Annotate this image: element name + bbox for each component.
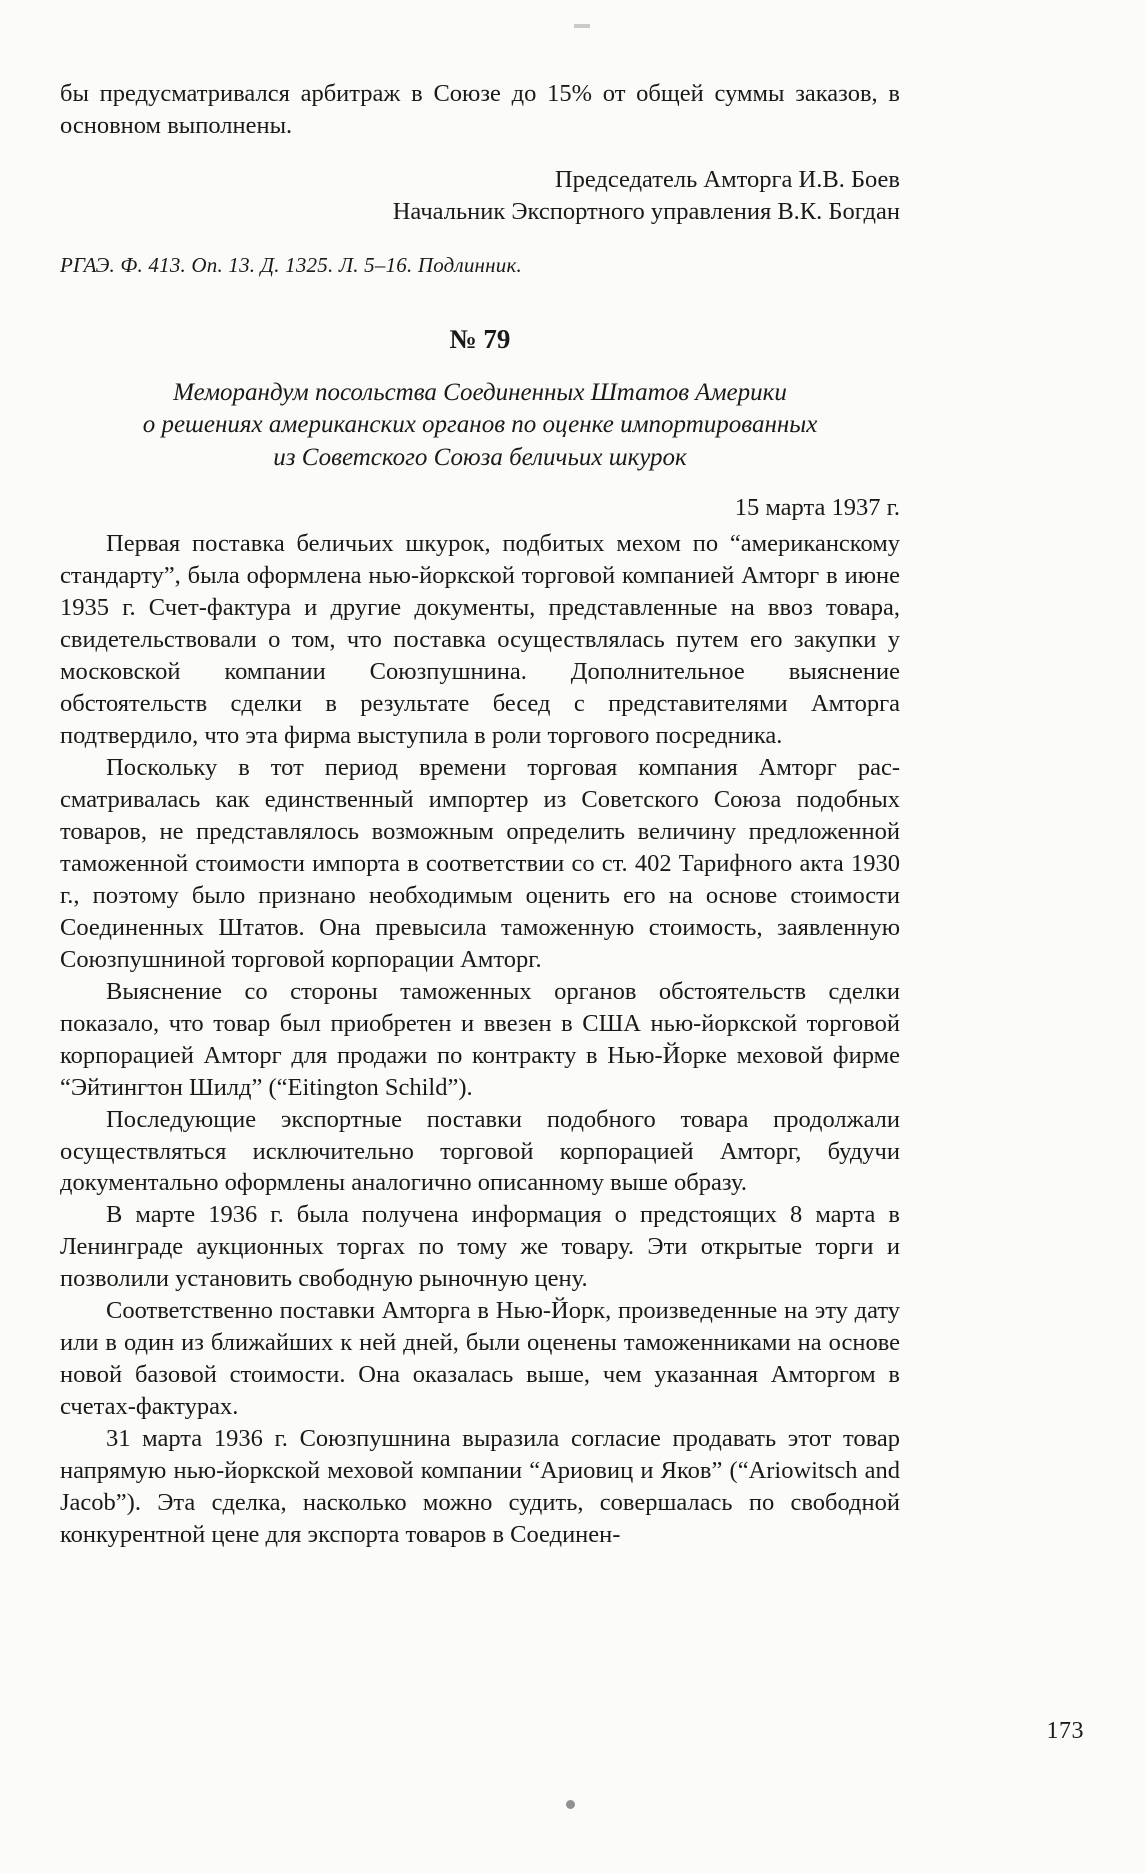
page-content xyxy=(60,78,900,1551)
document-date: 15 марта 1937 г. xyxy=(734,494,900,522)
body-paragraph: 31 марта 1936 г. Союзпушнина выразила согласие продавать этот товар напрямую нью-йоркской меховой компании “Ариовиц и Яков” (“Ariowitsch and Jacob”). Эта сделка, насколько можно судить, совершалась по свободной конкурентной цене для экспорта товаров в Соединен- xyxy=(60,1425,900,1549)
signature-block xyxy=(60,164,900,229)
document-title-line-2: о решениях американских органов по оценке импортированных xyxy=(142,411,818,439)
document-title-line-1: Меморандум посольства Соединенных Штатов Америки xyxy=(173,378,787,406)
body-paragraph: Поскольку в тот период времени торговая компания Амторг рассматривалась как единственный импортер из Советского Союза подобных товаров, не представлялось возможным определить величину предложенной таможенной стоимости импорта в соответствии со ст. 402 Тарифного акта 1930 г., поэтому было признано необходимым оценить его на основе стоимости Соединенных Штатов. Она превысила таможенную стоимость, заявленную Союзпушниной торговой корпорации Амторг. xyxy=(60,753,900,973)
body-paragraph: Выяснение со стороны таможенных органов обстоятельств сделки показало, что товар был приобретен и ввезен в США нью-йоркской торговой корпорацией Амторг для продажи по контракту в Нью-Йорке меховой фирме “Эйтингтон Шилд” (“Eitington Schild”). xyxy=(60,977,900,1101)
scan-artifact-top xyxy=(574,24,590,28)
body-paragraph: Соответственно поставки Амторга в Нью-Йорк, произведенные на эту дату или в один из ближайших к ней дней, были оценены таможенниками на основе новой базовой стоимости. Она оказалась выше, чем указанная Амторгом в счетах-фактурах. xyxy=(60,1297,900,1421)
signature-line-export-head: Начальник Экспортного управления В.К. Богдан xyxy=(392,198,900,226)
page-number: 173 xyxy=(1046,1718,1084,1744)
signature-line-chairman: Председатель Амторга И.В. Боев xyxy=(554,165,900,193)
body-paragraph: Первая поставка беличьих шкурок, подбитых мехом по “американскому стандарту”, была оформлена нью-йоркской торговой компанией Амторг в июне 1935 г. Счет-фактура и другие документы, представленные на ввоз товара, свидетельствовали о том, что поставка осуществлялась путем его закупки у московской компании Союзпушнина. Дополнительное выяснение обстоятельств сделки в результате бесед с представителями Амторга подтвердило, что эта фирма выступила в роли торгового посредника. xyxy=(60,530,900,749)
scan-artifact-bottom xyxy=(566,1800,575,1809)
body-paragraph: В марте 1936 г. была получена информация о предстоящих 8 марта в Ленинграде аукционных торгах по тому же товару. Эти открытые торги и позволили установить свободную рыночную цену. xyxy=(60,1201,900,1293)
document-title xyxy=(60,377,900,475)
archive-reference: РГАЭ. Ф. 413. Оп. 13. Д. 1325. Л. 5–16. Подлинник. xyxy=(60,252,522,277)
body-paragraph: Последующие экспортные поставки подобного товара продолжали осуществляться исключительно торговой корпорацией Амторг, будучи документально оформлены аналогично описанному выше образу. xyxy=(60,1105,900,1197)
continued-paragraph: бы предусматривался арбитраж в Союзе до 15% от общей суммы заказов, в основном выполнены. xyxy=(60,80,900,139)
document-title-line-3: из Советского Союза беличьих шкурок xyxy=(273,443,687,471)
document-number: № 79 xyxy=(449,323,511,354)
